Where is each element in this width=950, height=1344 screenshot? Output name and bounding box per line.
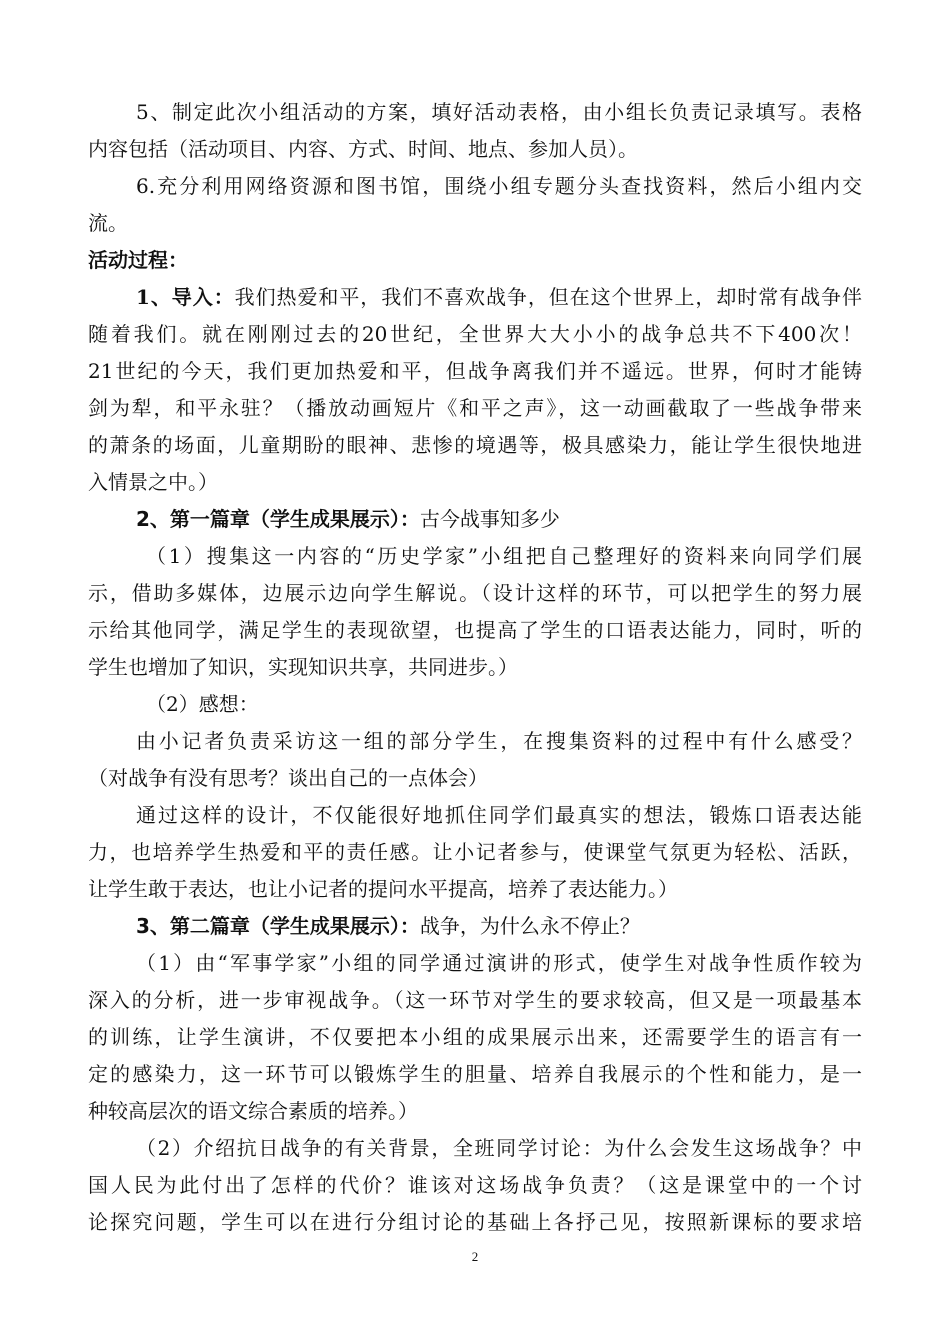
chapter-1-s2-line-3: （对战争有没有思考？谈出自己的一点体会）: [88, 766, 488, 790]
item-6-line-1: 6.充分利用网络资源和图书馆，围绕小组专题分头查找资料，然后小组内交: [136, 174, 862, 198]
chapter-2-s1-line-5: 种较高层次的语文综合素质的培养。）: [88, 1099, 418, 1123]
chapter-2-s1-line-1: （1）由“军事学家”小组的同学通过演讲的形式，使学生对战争性质作较为: [136, 951, 862, 975]
intro-text-1: 我们热爱和平，我们不喜欢战争，但在这个世界上，却时常有战争伴: [234, 285, 863, 309]
item-5-line-2: 内容包括（活动项目、内容、方式、时间、地点、参加人员）。: [88, 137, 638, 161]
chapter-1-heading: [136, 507, 862, 531]
intro-line-3: 21世纪的今天，我们更加热爱和平，但战争离我们并不遥远。世界，何时才能铸: [88, 359, 862, 383]
chapter-2-s1-line-4: 定的感染力，这一环节可以锻炼学生的胆量、培养自我展示的个性和能力，是一: [88, 1062, 862, 1086]
page-number: 2: [471, 1249, 479, 1264]
intro-line-6: 入情景之中。）: [88, 470, 218, 494]
chapter-1-title: 古今战事知多少: [419, 507, 560, 531]
intro-line-2: 随着我们。就在刚刚过去的20世纪，全世界大大小小的战争总共不下400次！: [88, 322, 862, 346]
chapter-2-s1-line-3: 的训练，让学生演讲，不仅要把本小组的成果展示出来，还需要学生的语言有一: [88, 1025, 862, 1049]
chapter-2-s2-line-3: 论探究问题，学生可以在进行分组讨论的基础上各抒己见，按照新课标的要求培: [88, 1210, 862, 1234]
chapter-2-s2-line-2: 国人民为此付出了怎样的代价？谁该对这场战争负责？（这是课堂中的一个讨: [88, 1173, 862, 1197]
chapter-1-s1-line-3: 示给其他同学，满足学生的表现欲望，也提高了学生的口语表达能力，同时，听的: [88, 618, 862, 642]
chapter-1-s2-line-5: 力，也培养学生热爱和平的责任感。让小记者参与，使课堂气氛更为轻松、活跃，: [88, 840, 862, 864]
item-5-line-1: 5、制定此次小组活动的方案，填好活动表格，由小组长负责记录填写。表格: [136, 100, 862, 124]
chapter-1-s2-line-2: 由小记者负责采访这一组的部分学生，在搜集资料的过程中有什么感受？: [136, 729, 862, 753]
chapter-2-heading: [136, 914, 862, 938]
section-heading-process: 活动过程：: [88, 248, 188, 272]
intro-line-4: 剑为犁，和平永驻？（播放动画短片《和平之声》，这一动画截取了一些战争带来: [88, 396, 862, 420]
intro-line-1: [136, 285, 862, 309]
chapter-1-s1-line-4: 学生也增加了知识，实现知识共享，共同进步。）: [88, 655, 518, 679]
chapter-2-label: 3、第二篇章（学生成果展示）：: [136, 914, 420, 938]
chapter-2-s2-line-1: （2）介绍抗日战争的有关背景，全班同学讨论：为什么会发生这场战争？中: [136, 1136, 862, 1160]
chapter-1-s2-line-6: 让学生敢于表达，也让小记者的提问水平提高，培养了表达能力。）: [88, 877, 678, 901]
chapter-1-s2-line-1: （2）感想：: [146, 692, 259, 716]
intro-line-5: 的萧条的场面，儿童期盼的眼神、悲惨的境遇等，极具感染力，能让学生很快地进: [88, 433, 862, 457]
item-6-line-2: 流。: [88, 211, 128, 235]
chapter-1-s1-line-1: （1）搜集这一内容的“历史学家”小组把自己整理好的资料来向同学们展: [146, 544, 862, 568]
chapter-1-s1-line-2: 示，借助多媒体，边展示边向学生解说。（设计这样的环节，可以把学生的努力展: [88, 581, 862, 605]
chapter-1-s2-line-4: 通过这样的设计，不仅能很好地抓住同学们最真实的想法，锻炼口语表达能: [136, 803, 862, 827]
chapter-2-s1-line-2: 深入的分析，进一步审视战争。（这一环节对学生的要求较高，但又是一项最基本: [88, 988, 862, 1012]
intro-label: 1、导入：: [136, 285, 235, 309]
chapter-2-title: 战争，为什么永不停止？: [419, 914, 640, 938]
chapter-1-label: 2、第一篇章（学生成果展示）：: [136, 507, 420, 531]
